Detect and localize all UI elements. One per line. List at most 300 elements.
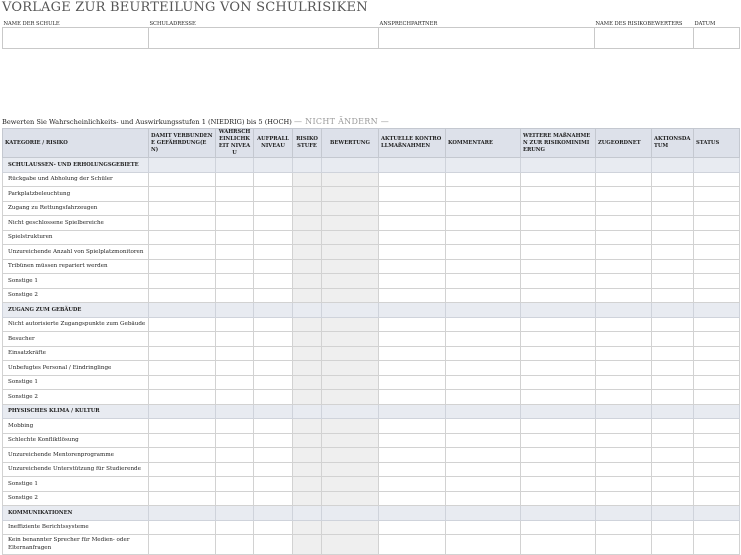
table-cell[interactable] <box>446 375 521 390</box>
table-cell[interactable] <box>149 346 216 361</box>
table-row <box>3 375 740 390</box>
table-cell[interactable] <box>379 462 446 477</box>
table-cell[interactable] <box>216 230 254 245</box>
table-cell <box>216 404 254 419</box>
risk-table <box>2 128 740 555</box>
table-cell[interactable] <box>379 433 446 448</box>
school-name-field[interactable] <box>3 27 149 48</box>
table-cell[interactable] <box>379 259 446 274</box>
table-cell <box>652 158 694 173</box>
table-cell <box>216 303 254 318</box>
table-cell[interactable] <box>322 491 379 506</box>
table-cell[interactable] <box>596 462 652 477</box>
table-cell[interactable] <box>596 172 652 187</box>
table-cell[interactable] <box>254 317 293 332</box>
table-cell[interactable] <box>149 201 216 216</box>
column-header: WEITERE MAßNAHMEN ZUR RISIKOMINIMIERUNG <box>521 129 596 158</box>
table-cell[interactable] <box>596 259 652 274</box>
table-cell[interactable] <box>446 433 521 448</box>
table-cell[interactable] <box>652 361 694 376</box>
table-cell[interactable] <box>379 448 446 463</box>
table-cell[interactable] <box>322 216 379 231</box>
table-cell[interactable] <box>596 201 652 216</box>
table-cell[interactable] <box>254 520 293 535</box>
table-cell[interactable] <box>379 491 446 506</box>
table-cell[interactable] <box>446 230 521 245</box>
table-cell[interactable] <box>149 187 216 202</box>
table-cell <box>379 303 446 318</box>
table-cell[interactable] <box>149 433 216 448</box>
risk-label: Sonstige 2 <box>3 390 149 405</box>
table-cell[interactable] <box>216 332 254 347</box>
school-address-field[interactable] <box>149 27 379 48</box>
contact-person-field[interactable] <box>379 27 595 48</box>
table-cell[interactable] <box>652 187 694 202</box>
table-cell[interactable] <box>149 332 216 347</box>
risk-table-body <box>3 158 740 555</box>
table-cell[interactable] <box>446 245 521 260</box>
table-cell <box>322 158 379 173</box>
table-cell[interactable] <box>254 462 293 477</box>
table-cell[interactable] <box>521 535 596 555</box>
table-cell[interactable] <box>521 245 596 260</box>
table-cell[interactable] <box>293 230 322 245</box>
table-row <box>3 216 740 231</box>
table-cell[interactable] <box>379 230 446 245</box>
table-cell[interactable] <box>216 390 254 405</box>
table-cell[interactable] <box>379 288 446 303</box>
table-cell[interactable] <box>446 477 521 492</box>
table-cell[interactable] <box>216 259 254 274</box>
table-cell <box>379 404 446 419</box>
table-cell[interactable] <box>652 535 694 555</box>
table-row <box>3 419 740 434</box>
section-label: ZUGANG ZUM GEBÄUDE <box>3 303 149 318</box>
table-cell[interactable] <box>216 520 254 535</box>
table-cell[interactable] <box>652 390 694 405</box>
table-cell[interactable] <box>216 477 254 492</box>
table-cell[interactable] <box>521 520 596 535</box>
table-cell[interactable] <box>379 419 446 434</box>
table-cell[interactable] <box>216 535 254 555</box>
table-cell[interactable] <box>293 187 322 202</box>
risk-label: Parkplatzbeleuchtung <box>3 187 149 202</box>
table-cell[interactable] <box>322 535 379 555</box>
table-cell[interactable] <box>694 433 740 448</box>
table-cell[interactable] <box>694 477 740 492</box>
table-cell[interactable] <box>379 317 446 332</box>
table-cell[interactable] <box>149 216 216 231</box>
table-cell[interactable] <box>694 375 740 390</box>
table-cell[interactable] <box>322 375 379 390</box>
table-cell[interactable] <box>596 317 652 332</box>
table-cell[interactable] <box>652 346 694 361</box>
table-cell[interactable] <box>254 274 293 289</box>
table-cell[interactable] <box>596 230 652 245</box>
table-cell[interactable] <box>254 433 293 448</box>
table-cell[interactable] <box>652 419 694 434</box>
table-cell <box>596 404 652 419</box>
table-cell[interactable] <box>293 332 322 347</box>
table-cell <box>254 404 293 419</box>
table-cell <box>694 506 740 521</box>
table-cell[interactable] <box>596 419 652 434</box>
column-header: KATEGORIE / RISIKO <box>3 129 149 158</box>
table-cell[interactable] <box>521 361 596 376</box>
table-cell[interactable] <box>254 419 293 434</box>
table-cell[interactable] <box>652 216 694 231</box>
table-cell[interactable] <box>254 361 293 376</box>
table-cell[interactable] <box>254 187 293 202</box>
table-cell[interactable] <box>694 535 740 555</box>
table-cell[interactable] <box>521 419 596 434</box>
table-cell[interactable] <box>596 477 652 492</box>
risk-label: Unbefugtes Personal / Eindringlinge <box>3 361 149 376</box>
table-cell <box>322 404 379 419</box>
table-cell[interactable] <box>694 288 740 303</box>
table-cell[interactable] <box>216 448 254 463</box>
table-cell[interactable] <box>521 491 596 506</box>
table-cell[interactable] <box>521 462 596 477</box>
table-cell[interactable] <box>254 375 293 390</box>
table-cell[interactable] <box>322 187 379 202</box>
table-cell[interactable] <box>379 274 446 289</box>
table-cell[interactable] <box>652 274 694 289</box>
table-cell[interactable] <box>254 477 293 492</box>
table-cell[interactable] <box>694 346 740 361</box>
table-cell <box>694 303 740 318</box>
table-cell[interactable] <box>293 274 322 289</box>
table-cell[interactable] <box>149 491 216 506</box>
table-cell[interactable] <box>596 433 652 448</box>
table-cell[interactable] <box>293 477 322 492</box>
table-cell[interactable] <box>694 462 740 477</box>
table-cell[interactable] <box>216 491 254 506</box>
table-cell[interactable] <box>293 216 322 231</box>
table-cell[interactable] <box>216 317 254 332</box>
table-cell[interactable] <box>652 259 694 274</box>
table-cell[interactable] <box>652 477 694 492</box>
table-cell[interactable] <box>596 448 652 463</box>
table-cell[interactable] <box>254 288 293 303</box>
table-cell[interactable] <box>322 274 379 289</box>
table-cell <box>652 506 694 521</box>
table-cell[interactable] <box>652 375 694 390</box>
table-cell[interactable] <box>652 201 694 216</box>
table-cell[interactable] <box>149 245 216 260</box>
table-cell[interactable] <box>254 230 293 245</box>
table-cell[interactable] <box>694 390 740 405</box>
assessor-name-field[interactable] <box>595 27 694 48</box>
risk-label: Unzureichende Mentorenprogramme <box>3 448 149 463</box>
table-cell[interactable] <box>149 462 216 477</box>
table-cell[interactable] <box>293 535 322 555</box>
table-cell[interactable] <box>149 317 216 332</box>
table-cell[interactable] <box>379 375 446 390</box>
table-cell[interactable] <box>216 361 254 376</box>
table-cell[interactable] <box>293 520 322 535</box>
table-cell[interactable] <box>379 535 446 555</box>
table-cell[interactable] <box>293 390 322 405</box>
table-cell[interactable] <box>652 245 694 260</box>
table-cell[interactable] <box>254 390 293 405</box>
table-cell[interactable] <box>149 361 216 376</box>
table-cell[interactable] <box>596 535 652 555</box>
section-row <box>3 404 740 419</box>
table-cell[interactable] <box>521 172 596 187</box>
table-cell[interactable] <box>521 477 596 492</box>
table-cell[interactable] <box>596 216 652 231</box>
table-cell[interactable] <box>149 375 216 390</box>
table-cell[interactable] <box>322 390 379 405</box>
table-cell[interactable] <box>322 230 379 245</box>
table-cell[interactable] <box>293 201 322 216</box>
table-cell[interactable] <box>293 419 322 434</box>
table-cell <box>293 506 322 521</box>
table-cell[interactable] <box>446 462 521 477</box>
table-cell[interactable] <box>694 361 740 376</box>
table-cell[interactable] <box>254 332 293 347</box>
table-cell[interactable] <box>446 216 521 231</box>
table-cell[interactable] <box>254 245 293 260</box>
table-cell[interactable] <box>596 274 652 289</box>
table-cell[interactable] <box>216 187 254 202</box>
table-cell[interactable] <box>216 274 254 289</box>
table-cell[interactable] <box>446 317 521 332</box>
table-cell[interactable] <box>521 390 596 405</box>
table-cell[interactable] <box>596 187 652 202</box>
table-cell[interactable] <box>652 448 694 463</box>
table-cell[interactable] <box>652 317 694 332</box>
table-cell[interactable] <box>521 448 596 463</box>
table-cell[interactable] <box>446 346 521 361</box>
table-cell[interactable] <box>694 332 740 347</box>
table-cell[interactable] <box>322 462 379 477</box>
table-cell[interactable] <box>446 491 521 506</box>
table-cell <box>149 404 216 419</box>
table-cell[interactable] <box>379 332 446 347</box>
table-cell[interactable] <box>254 535 293 555</box>
column-header: AKTIONSDATUM <box>652 129 694 158</box>
column-header: ZUGEORDNET <box>596 129 652 158</box>
table-cell[interactable] <box>596 375 652 390</box>
table-cell[interactable] <box>446 535 521 555</box>
table-cell[interactable] <box>694 448 740 463</box>
table-cell[interactable] <box>596 361 652 376</box>
risk-label: Nicht autorisierte Zugangspunkte zum Gebäude <box>3 317 149 332</box>
table-cell[interactable] <box>694 317 740 332</box>
table-cell[interactable] <box>694 520 740 535</box>
risk-label: Nicht geschlossene Spielbereiche <box>3 216 149 231</box>
table-cell[interactable] <box>596 288 652 303</box>
table-cell[interactable] <box>322 448 379 463</box>
table-cell[interactable] <box>694 230 740 245</box>
table-cell[interactable] <box>521 274 596 289</box>
risk-label: Sonstige 1 <box>3 274 149 289</box>
table-cell[interactable] <box>521 201 596 216</box>
table-cell[interactable] <box>254 346 293 361</box>
table-cell[interactable] <box>379 361 446 376</box>
table-cell[interactable] <box>379 346 446 361</box>
table-cell[interactable] <box>446 520 521 535</box>
table-cell[interactable] <box>446 274 521 289</box>
table-cell[interactable] <box>596 390 652 405</box>
table-cell[interactable] <box>322 477 379 492</box>
table-cell[interactable] <box>379 390 446 405</box>
table-cell[interactable] <box>149 419 216 434</box>
table-cell[interactable] <box>652 332 694 347</box>
table-cell[interactable] <box>293 245 322 260</box>
table-cell[interactable] <box>322 288 379 303</box>
table-cell[interactable] <box>596 520 652 535</box>
table-cell[interactable] <box>216 375 254 390</box>
table-cell[interactable] <box>293 375 322 390</box>
table-cell[interactable] <box>446 187 521 202</box>
table-cell[interactable] <box>216 462 254 477</box>
table-cell[interactable] <box>521 433 596 448</box>
table-cell[interactable] <box>521 346 596 361</box>
table-cell <box>322 303 379 318</box>
table-cell[interactable] <box>149 288 216 303</box>
table-cell[interactable] <box>521 375 596 390</box>
table-cell[interactable] <box>322 520 379 535</box>
table-cell[interactable] <box>322 259 379 274</box>
table-cell[interactable] <box>652 288 694 303</box>
table-cell[interactable] <box>446 361 521 376</box>
table-cell[interactable] <box>694 187 740 202</box>
table-cell[interactable] <box>254 259 293 274</box>
date-field[interactable] <box>694 27 740 48</box>
table-cell[interactable] <box>652 462 694 477</box>
table-cell[interactable] <box>379 216 446 231</box>
table-cell[interactable] <box>446 448 521 463</box>
table-cell[interactable] <box>694 245 740 260</box>
table-cell[interactable] <box>446 201 521 216</box>
table-cell[interactable] <box>379 520 446 535</box>
table-cell[interactable] <box>293 317 322 332</box>
table-cell[interactable] <box>322 317 379 332</box>
table-cell[interactable] <box>322 433 379 448</box>
table-cell[interactable] <box>694 201 740 216</box>
table-cell[interactable] <box>322 419 379 434</box>
table-cell[interactable] <box>521 317 596 332</box>
table-cell[interactable] <box>446 390 521 405</box>
table-cell <box>149 158 216 173</box>
table-cell[interactable] <box>694 491 740 506</box>
table-cell[interactable] <box>322 172 379 187</box>
table-cell[interactable] <box>694 259 740 274</box>
table-cell[interactable] <box>293 259 322 274</box>
table-cell[interactable] <box>694 216 740 231</box>
table-cell <box>149 303 216 318</box>
table-cell[interactable] <box>149 230 216 245</box>
table-cell[interactable] <box>149 448 216 463</box>
table-cell[interactable] <box>446 419 521 434</box>
table-cell[interactable] <box>254 448 293 463</box>
table-cell[interactable] <box>149 259 216 274</box>
table-cell[interactable] <box>254 216 293 231</box>
table-cell[interactable] <box>322 346 379 361</box>
table-cell[interactable] <box>652 230 694 245</box>
table-cell[interactable] <box>322 332 379 347</box>
table-cell[interactable] <box>652 172 694 187</box>
table-cell[interactable] <box>322 245 379 260</box>
table-cell[interactable] <box>446 172 521 187</box>
table-cell[interactable] <box>694 419 740 434</box>
table-cell[interactable] <box>216 172 254 187</box>
table-cell[interactable] <box>322 201 379 216</box>
table-cell <box>521 303 596 318</box>
table-cell[interactable] <box>596 491 652 506</box>
risk-label: Sonstige 1 <box>3 477 149 492</box>
risk-label: Ineffiziente Berichtssysteme <box>3 520 149 535</box>
table-cell[interactable] <box>446 288 521 303</box>
table-cell[interactable] <box>149 274 216 289</box>
table-cell[interactable] <box>596 332 652 347</box>
table-cell[interactable] <box>254 172 293 187</box>
table-row <box>3 346 740 361</box>
table-cell[interactable] <box>379 172 446 187</box>
table-cell[interactable] <box>254 491 293 506</box>
table-cell[interactable] <box>521 230 596 245</box>
table-cell[interactable] <box>216 433 254 448</box>
table-cell[interactable] <box>293 448 322 463</box>
table-cell[interactable] <box>379 201 446 216</box>
table-cell[interactable] <box>521 187 596 202</box>
table-cell[interactable] <box>293 433 322 448</box>
table-cell[interactable] <box>446 259 521 274</box>
table-cell[interactable] <box>694 172 740 187</box>
table-cell[interactable] <box>149 535 216 555</box>
table-cell[interactable] <box>379 187 446 202</box>
table-cell[interactable] <box>446 332 521 347</box>
table-cell[interactable] <box>216 201 254 216</box>
table-cell[interactable] <box>521 288 596 303</box>
table-cell[interactable] <box>379 245 446 260</box>
table-cell[interactable] <box>216 216 254 231</box>
table-cell[interactable] <box>521 332 596 347</box>
table-cell[interactable] <box>293 172 322 187</box>
table-row <box>3 172 740 187</box>
table-cell[interactable] <box>596 245 652 260</box>
table-cell[interactable] <box>293 346 322 361</box>
table-cell[interactable] <box>254 201 293 216</box>
table-cell[interactable] <box>652 491 694 506</box>
table-cell[interactable] <box>293 288 322 303</box>
table-cell[interactable] <box>149 390 216 405</box>
table-cell[interactable] <box>293 491 322 506</box>
table-cell[interactable] <box>521 259 596 274</box>
table-cell[interactable] <box>216 245 254 260</box>
table-cell[interactable] <box>379 477 446 492</box>
table-cell[interactable] <box>149 520 216 535</box>
table-cell <box>446 404 521 419</box>
table-cell[interactable] <box>322 361 379 376</box>
table-cell[interactable] <box>521 216 596 231</box>
table-cell[interactable] <box>216 419 254 434</box>
table-cell[interactable] <box>652 520 694 535</box>
table-row <box>3 491 740 506</box>
table-cell[interactable] <box>216 288 254 303</box>
table-cell[interactable] <box>652 433 694 448</box>
table-cell[interactable] <box>149 172 216 187</box>
table-cell[interactable] <box>293 462 322 477</box>
table-cell[interactable] <box>694 274 740 289</box>
table-cell[interactable] <box>293 361 322 376</box>
table-cell[interactable] <box>149 477 216 492</box>
table-cell[interactable] <box>596 346 652 361</box>
table-cell[interactable] <box>216 346 254 361</box>
